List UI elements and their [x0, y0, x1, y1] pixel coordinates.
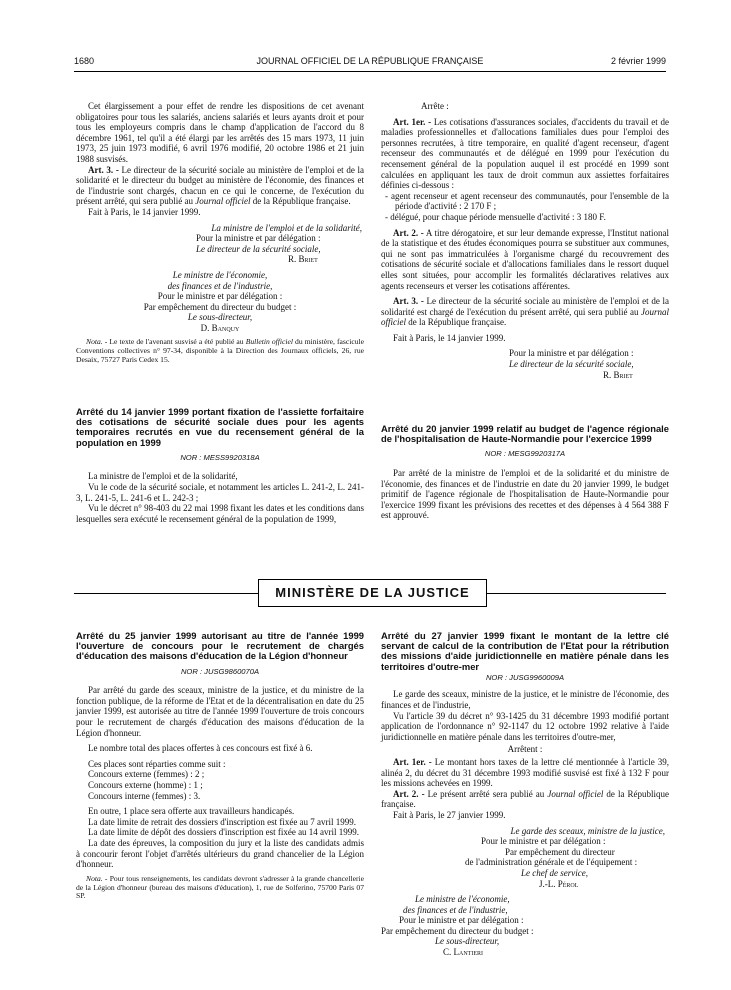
signatory-title: Le chef de service, [521, 867, 588, 878]
paragraph: Le nombre total des places offertes à ces concours est fixé à 6. [88, 743, 313, 754]
article-3: Art. 3. - Le directeur de la sécurité sociale au ministère de l'emploi et de la solidarité et le directeur du budget au ministère de l'économie, des finances et de l'industrie sont chargés, chacun en ce qui le concerne, de l'exécution du présent arrêté, qui sera publié au Journal officiel de la République française. [76, 164, 364, 207]
article-3: Art. 3. - Le directeur de la sécurité sociale au ministère de l'emploi et de la solidarité est chargé de l'exécution du présent arrêté, qui sera publié au Journal officiel de la République française. [381, 296, 669, 328]
signatory-impediment: de l'administration générale et de l'équipement : [465, 857, 638, 868]
paragraph: Vu le décret n° 98-403 du 22 mai 1998 fixant les dates et les conditions dans lesquelles sera exécuté le recensement général de la population de 1999, [76, 503, 364, 524]
paragraph: Vu l'article 39 du décret n° 93-1425 du 31 décembre 1993 modifié portant application de l'ordonnance n° 92-1147 du 12 octobre 1992 relative à l'aide juridictionnelle en matière pénale dans les territoires d'outre-mer, [381, 710, 669, 742]
signatory-impediment: Par empêchement du directeur du budget : [143, 301, 297, 312]
signatory-role: Le ministre de l'économie, [172, 269, 268, 280]
arrete-14-janvier-left [76, 407, 364, 524]
list-item: - délégué, pour chaque période mensuelle d'activité : 3 180 F. [385, 211, 606, 222]
header-rule [74, 71, 666, 72]
article-1: Art. 1er. - Le montant hors taxes de la lettre clé mentionnée à l'article 39, alinéa 2, du décret du 31 décembre 1993 modifié susvisé est fixé à 132 F pour les missions achevées en 1999. [381, 756, 669, 789]
ministry-rule-left [74, 593, 258, 594]
nor-reference: NOR : MESS9920318A [180, 452, 260, 462]
ministry-title: MINISTÈRE DE LA JUSTICE [258, 579, 487, 607]
nor-reference: NOR : MESG9920317A [484, 449, 566, 459]
paragraph: Cet élargissement a pour effet de rendre les dispositions de cet avenant obligatoires pour tous les salariés, anciens salariés et leurs ayants droit et pour tous les employeurs compris dans le champ d'application de l'accord du 8 décembre 1961, tel qu'il a été élargi par les arrêtés des 15 mars 1973, 11 juin 1973, 25 juin 1973 modifié, 6 avril 1976 modifié, 20 octobre 1986 et 21 juin 1988 susvisés. [76, 101, 364, 164]
article-heading: Arrêté du 27 janvier 1999 fixant le montant de la lettre clé servant de calcul de la contribution de l'Etat pour la rétribution des missions d'aide juridictionnelle en matière pénale dans les territoires d'outre-mer [381, 630, 669, 672]
signatory-delegation: Pour la ministre et par délégation : [509, 348, 634, 359]
paragraph: La date limite de dépôt des dossiers d'inscription est fixée au 14 avril 1999. [88, 827, 360, 838]
signatory-name: C. Lantieri [443, 947, 483, 958]
signatory-delegation: Pour le ministre et par délégation : [399, 915, 524, 926]
fait-a-paris: Fait à Paris, le 14 janvier 1999. [88, 206, 201, 217]
signatory-impediment: Par empêchement du directeur [505, 846, 615, 857]
paragraph: Par arrêté de la ministre de l'emploi et de la solidarité et du ministre de l'économie, des finances et de l'industrie en date du 20 janvier 1999, le budget primitif de l'agence régionale de l'hospitalisation de Haute-Normandie pour l'exercice 1999 fixant les prévisions des recettes et des dépenses à 4 564 388 F est approuvé. [381, 468, 669, 521]
paragraph: Ces places sont réparties comme suit : [88, 758, 226, 769]
article-heading: Arrêté du 14 janvier 1999 portant fixation de l'assiette forfaitaire des cotisations de sécurité sociale dues pour les agents temporaires recrutés en vue du recensement général de la population en 1999 [76, 406, 364, 448]
paragraph: En outre, 1 place sera offerte aux travailleurs handicapés. [88, 806, 295, 817]
signatory-impediment: Par empêchement du directeur du budget : [381, 925, 534, 936]
list-item: - agent recenseur et agent recenseur des communautés, pour l'ensemble de la période d'activité : 2 170 F ; [385, 190, 669, 212]
journal-title: JOURNAL OFFICIEL DE LA RÉPUBLIQUE FRANÇAISE [256, 56, 484, 66]
list-item: Concours externe (femmes) : 2 ; [88, 769, 205, 780]
ministry-rule-right [487, 593, 666, 594]
list-item: Concours interne (femmes) : 3. [88, 790, 201, 801]
signatory-title: Le sous-directeur, [187, 312, 253, 323]
arrete-25-janvier [76, 631, 364, 901]
article-heading: Arrêté du 25 janvier 1999 autorisant au titre de l'année 1999 l'ouverture de concours pour le recrutement de chargés d'éducation des maisons d'éducation de la Légion d'honneur [76, 630, 364, 662]
paragraph: La date limite de retrait des dossiers d'inscription est fixée au 7 avril 1999. [88, 816, 357, 827]
fait-a-paris: Fait à Paris, le 27 janvier 1999. [393, 809, 506, 820]
upper-left-column [76, 101, 364, 365]
arrete-27-janvier [381, 631, 669, 958]
signatory-name: R. Briet [603, 369, 633, 380]
signatory-name: R. Briet [288, 254, 318, 265]
upper-right-column [381, 101, 669, 380]
arrete-20-janvier [381, 424, 669, 521]
paragraph: Vu le code de la sécurité sociale, et notamment les articles L. 241-2, L. 241-3, L. 241-5, L. 241-6 et L. 242-3 ; [76, 482, 364, 503]
article-heading: Arrêté du 20 janvier 1999 relatif au budget de l'agence régionale de l'hospitalisation de Haute-Normandie pour l'exercice 1999 [381, 423, 669, 445]
signatory-delegation: Pour le ministre et par délégation : [157, 291, 283, 302]
signatory-delegation: Pour le ministre et par délégation : [481, 836, 606, 847]
signatory-role: La ministre de l'emploi et de la solidarité, [211, 222, 362, 233]
signatory-role: des finances et de l'industrie, [167, 280, 273, 291]
nota: Nota. - Pour tous renseignements, les candidats devront s'adresser à la grande chancellerie de la Légion d'honneur (bureau des maisons d'éducation), 1, rue de Solferino, 75700 Paris 07 SP. [76, 873, 364, 901]
signatory-name: D. Banquy [200, 322, 240, 333]
signatory-name: J.-L. Pérol [539, 878, 579, 889]
article-1: Art. 1er. - Les cotisations d'assurances sociales, d'accidents du travail et de maladies professionnelles et d'allocations familiales dues pour l'emploi des personnes recrutées, à titre temporaire, en qualité d'agent recenseur, d'agent recenseur des communautés et de délégué en 1999 pour l'exécution du recensement général de la population auquel il est procédé en 1999 sont calculées en appliquant les taux de droit commun aux assiettes forfaitaires définies ci-dessous : [381, 116, 669, 191]
nota: Nota. - Le texte de l'avenant susvisé a été publié au Bulletin officiel du ministère, fascicule Conventions collectives n° 97-34, disponible à la Direction des Journaux officiels, 26, rue Desaix, 75727 Paris Cedex 15. [76, 337, 365, 365]
article-2: Art. 2. - A titre dérogatoire, et sur leur demande expresse, l'Institut national de la statistique et des études économiques pourra se substituer aux communes, qui ne sont pas immatriculées à l'organisme chargé du recouvrement des cotisations de sécurité sociale et d'allocations familiales dans le ressort duquel elles sont situées, pour accomplir les formalités déclaratives relatives aux agents recenseurs et verser les cotisations afférentes. [381, 227, 669, 291]
signatory-title: Le sous-directeur, [435, 936, 500, 947]
signatory-delegation: Pour la ministre et par délégation : [196, 233, 321, 244]
paragraph: La date des épreuves, la composition du jury et la liste des candidats admis à concourir feront l'objet d'arrêtés ultérieurs du grand chancelier de la Légion d'honneur. [76, 837, 364, 870]
paragraph: La ministre de l'emploi et de la solidarité, [88, 471, 238, 482]
page-header [74, 56, 666, 70]
list-item: Concours externe (homme) : 1 ; [88, 779, 203, 790]
nor-reference: NOR : JUSG9860070A [180, 666, 260, 676]
arretent-label: Arrêtent : [507, 744, 543, 755]
issue-date: 2 février 1999 [610, 56, 666, 66]
page-number: 1680 [74, 56, 95, 66]
signatory-role: des finances et de l'industrie, [403, 904, 508, 915]
paragraph: Le garde des sceaux, ministre de la justice, et le ministre de l'économie, des finances et de l'industrie, [381, 689, 669, 710]
arrete-label: Arrête : [421, 101, 449, 111]
assiette-list [381, 191, 669, 223]
fait-a-paris: Fait à Paris, le 14 janvier 1999. [393, 332, 506, 343]
signatory-title: Le directeur de la sécurité sociale, [196, 243, 321, 254]
signatory-role: Le garde des sceaux, ministre de la justice, [510, 825, 665, 836]
nor-reference: NOR : JUSG9960009A [485, 672, 565, 682]
signatory-title: Le directeur de la sécurité sociale, [509, 359, 634, 370]
signatory-role: Le ministre de l'économie, [415, 894, 510, 905]
paragraph: Par arrêté du garde des sceaux, ministre de la justice, et du ministre de la fonction publique, de la réforme de l'Etat et de la décentralisation en date du 25 janvier 1999, est autorisée au titre de l'année 1999 l'ouverture de trois concours pour le recrutement de chargés d'éducation des maisons d'éducation de la Légion d'honneur. [76, 685, 364, 738]
article-2: Art. 2. - Le présent arrêté sera publié au Journal officiel de la République française. [381, 788, 669, 810]
